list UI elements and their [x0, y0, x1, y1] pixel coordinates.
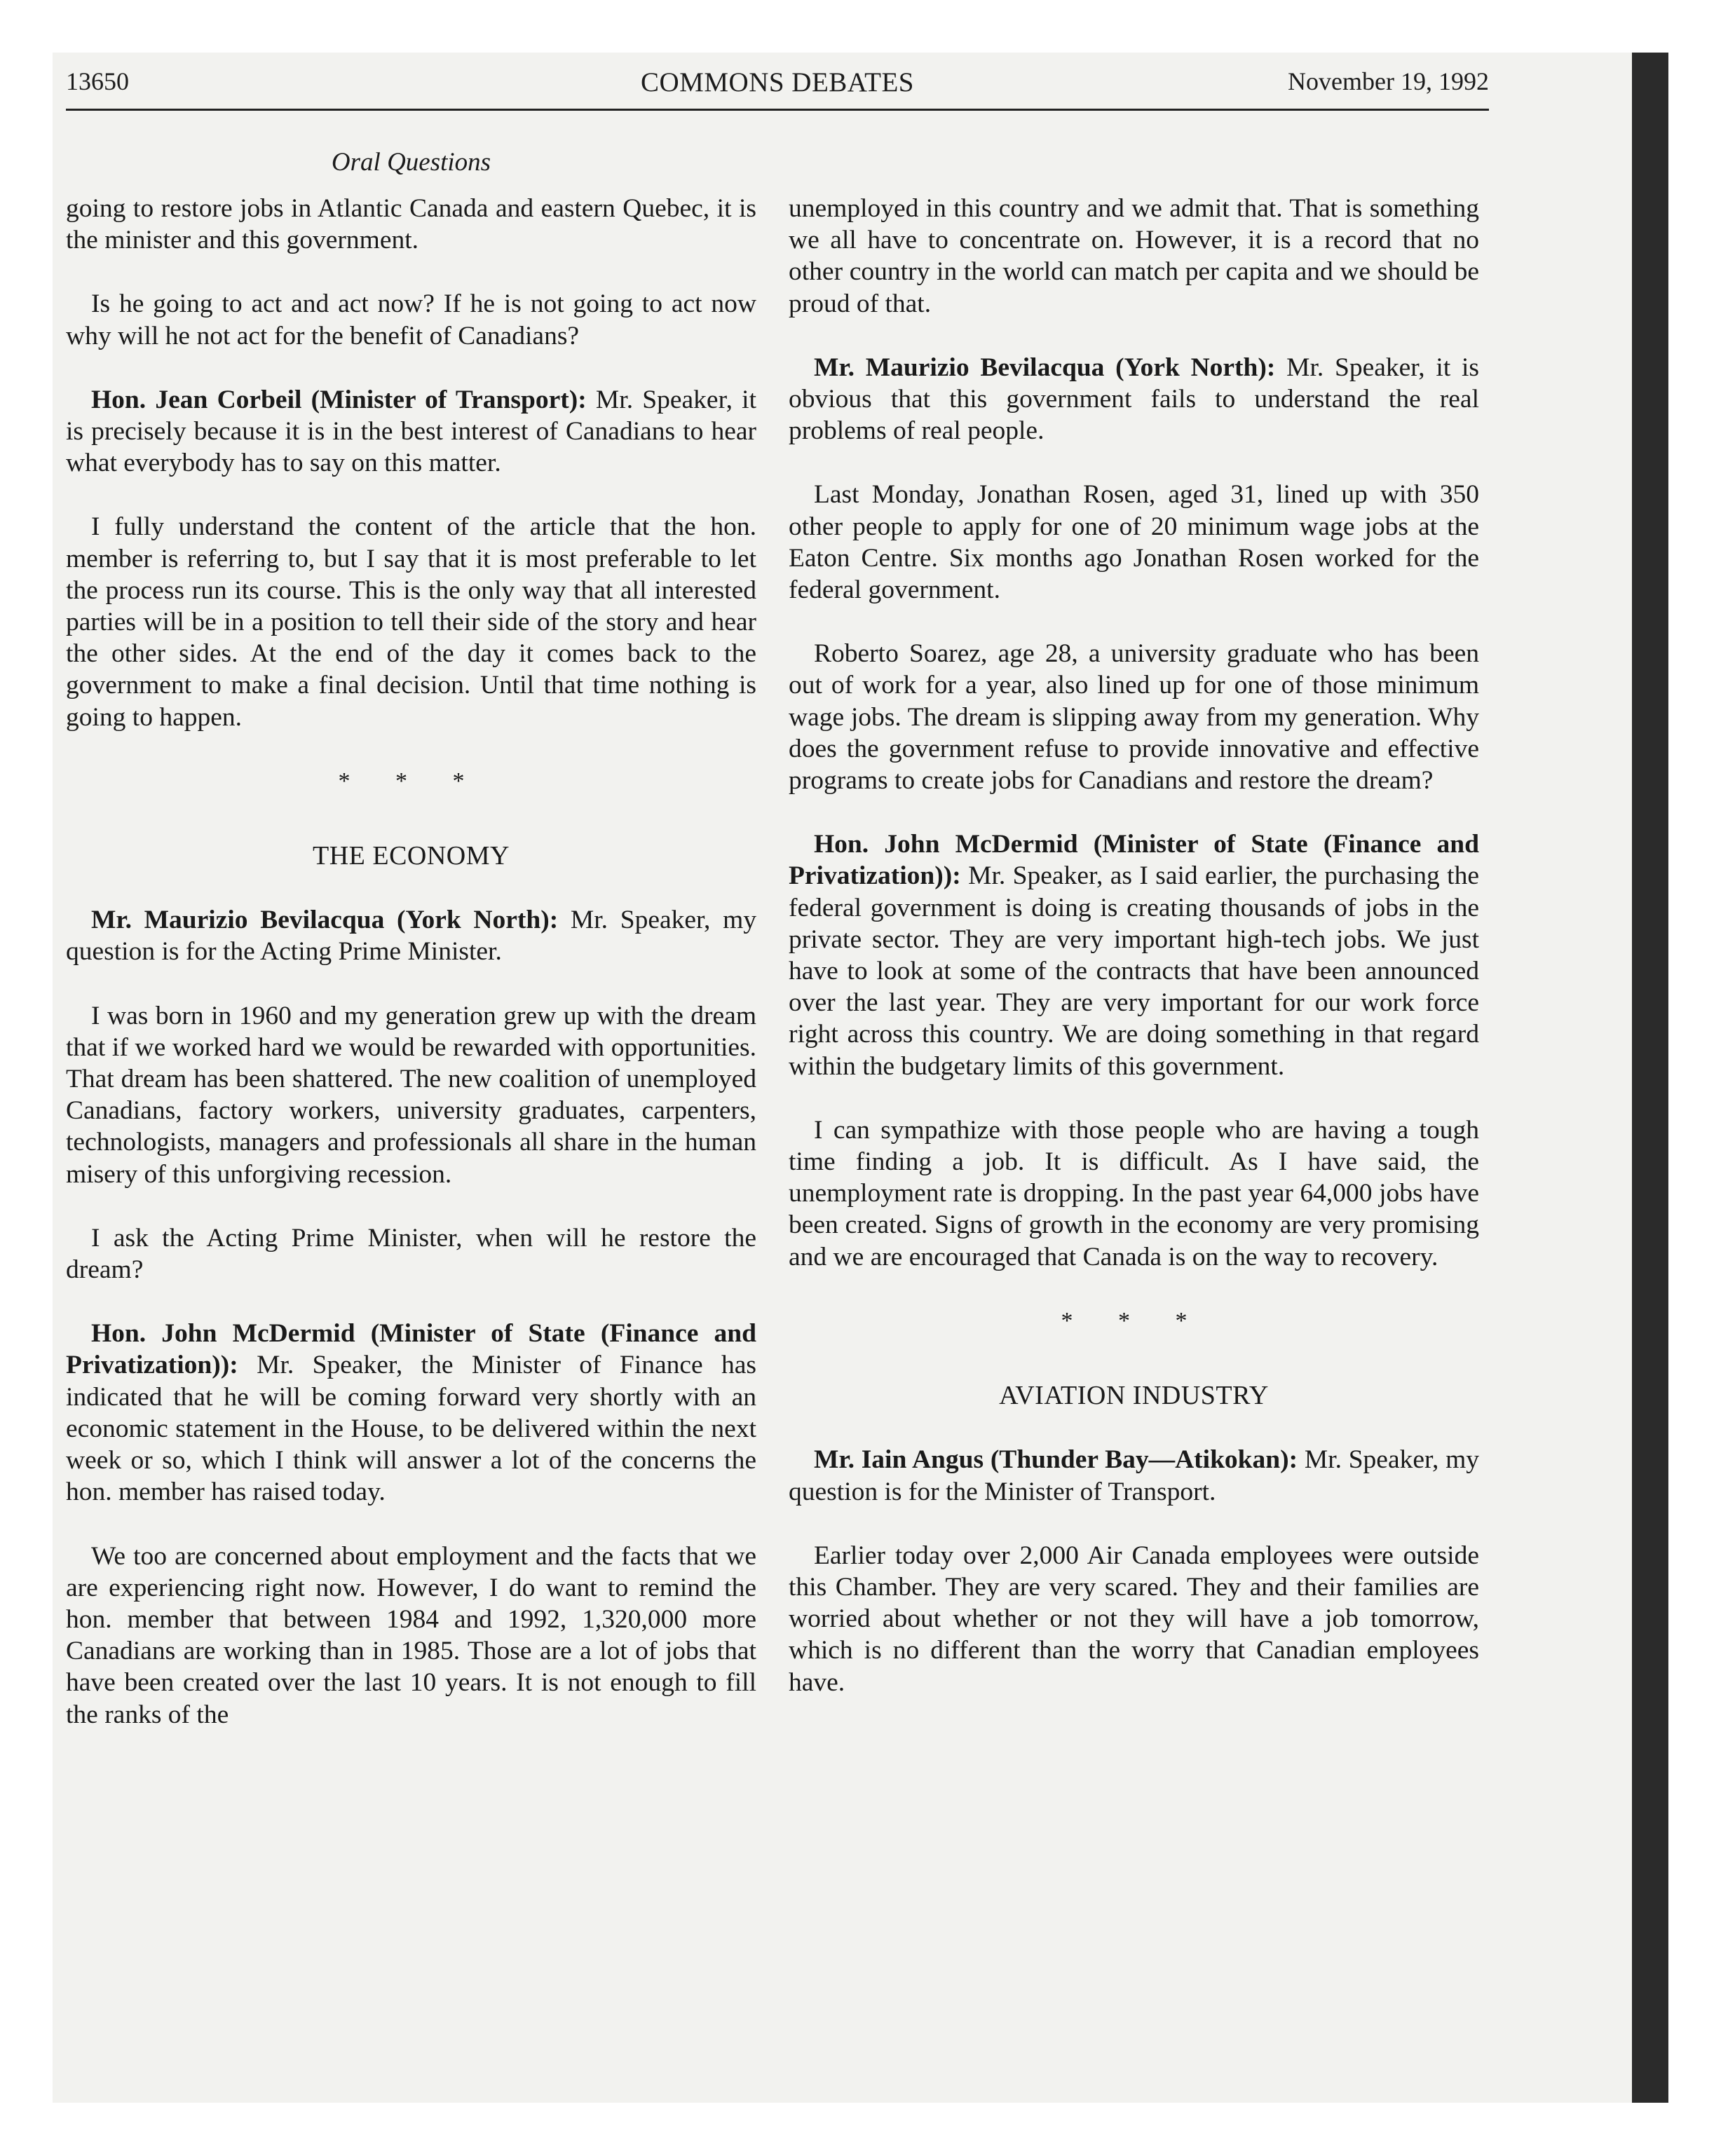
running-head: COMMONS DEBATES — [641, 67, 914, 97]
speaker-paragraph — [66, 904, 756, 967]
header-date: November 19, 1992 — [1288, 67, 1489, 95]
speaker-paragraph — [789, 828, 1479, 1082]
speaker-name: Hon. John McDermid (Minister of State (Finance and Privatization)): — [789, 830, 1479, 891]
section-heading: AVIATION INDUSTRY — [999, 1381, 1269, 1411]
paragraph: unemployed in this country and we admit that. That is something we all have to concentrate on. However, it is a record that no other country in the world can match per capita and we should be proud of that. — [789, 194, 1479, 318]
paragraph: I can sympathize with those people who are having a tough time finding a job. It is difficult. As I have said, the unemployment rate is dropping. In the past year 64,000 jobs have been created. Signs of growth in the economy are very promising and we are encouraged that Canada is on the way to recovery. — [789, 1115, 1479, 1271]
page-header — [66, 67, 1489, 109]
paragraph: Last Monday, Jonathan Rosen, aged 31, lined up with 350 other people to apply for one of 20 minimum wage jobs at the Eaton Centre. Six months ago Jonathan Rosen worked for the federal government. — [789, 480, 1479, 605]
speaker-paragraph — [789, 352, 1479, 447]
paragraph: I ask the Acting Prime Minister, when will he restore the dream? — [66, 1223, 756, 1285]
section-label: Oral Questions — [331, 148, 491, 177]
section-separator: * * * — [338, 767, 484, 794]
paragraph: Earlier today over 2,000 Air Canada employees were outside this Chamber. They are very scared. They and their families are worried about whether or not they will have a job tomorrow, which is no different than the worry that Canadian employees have. — [789, 1541, 1479, 1697]
speech-text: Mr. Speaker, my question is for the Acting Prime Minister. — [66, 906, 756, 967]
section-separator: * * * — [1061, 1307, 1207, 1334]
paragraph: going to restore jobs in Atlantic Canada and eastern Quebec, it is the minister and this government. — [66, 194, 756, 255]
speech-text: Mr. Speaker, as I said earlier, the purchasing the federal government is doing is creating thousands of jobs in the private sector. They are very important high-tech jobs. We just have to look at some of the contracts that have been announced over the last year. They are very important for our work force right across this country. We are doing something in that regard within the budgetary limits of this government. — [789, 861, 1479, 1081]
paragraph: I fully understand the content of the article that the hon. member is referring to, but I say that it is most preferable to let the process run its course. This is the only way that all interested parties will be in a position to tell their side of the story and hear the other sides. At the end of the day it comes back to the government to make a final decision. Until that time nothing is going to happen. — [66, 512, 756, 732]
scan-edge-shadow — [1632, 53, 1668, 2103]
speaker-paragraph — [66, 1318, 756, 1508]
speech-text: Mr. Speaker, it is obvious that this government fails to understand the real problems of real people. — [789, 353, 1480, 446]
header-rule — [66, 109, 1489, 111]
page-number: 13650 — [66, 67, 129, 95]
paragraph: I was born in 1960 and my generation grew up with the dream that if we worked hard we would be rewarded with opportunities. That dream has been shattered. The new coalition of unemployed Canadians, factory workers, university graduates, carpenters, technologists, managers and professionals all share in the human misery of this unforgiving recession. — [66, 1001, 756, 1189]
speaker-paragraph — [66, 384, 756, 479]
right-column — [789, 193, 1479, 1731]
speaker-name: Hon. Jean Corbeil (Minister of Transport): — [91, 385, 587, 414]
speech-text: Mr. Speaker, it is precisely because it is in the best interest of Canadians to hear what everybody has to say on this matter. — [66, 385, 757, 478]
speaker-name: Mr. Maurizio Bevilacqua (York North): — [91, 906, 559, 935]
speech-text: Mr. Speaker, the Minister of Finance has indicated that he will be coming forward very shortly with an economic statement in the House, to be delivered within the next week or so, which I think will answer a lot of the concerns the hon. member has raised today. — [66, 1351, 756, 1507]
speaker-name: Mr. Iain Angus (Thunder Bay—Atikokan): — [814, 1445, 1298, 1475]
paragraph: We too are concerned about employment and the facts that we are experiencing right now. However, I do want to remind the hon. member that between 1984 and 1992, 1,320,000 more Canadians are working than in 1985. Those are a lot of jobs that have been created over the last 10 years. It is not enough to fill the ranks of the — [66, 1541, 756, 1729]
section-heading: THE ECONOMY — [313, 841, 510, 871]
paragraph: Is he going to act and act now? If he is not going to act now why will he not act for the benefit of Canadians? — [66, 289, 756, 350]
paragraph: Roberto Soarez, age 28, a university graduate who has been out of work for a year, also lined up for one of those minimum wage jobs. The dream is slipping away from my generation. Why does the government refuse to provide innovative and effective programs to create jobs for Canadians and restore the dream? — [789, 639, 1479, 796]
speaker-name: Hon. John McDermid (Minister of State (Finance and Privatization)): — [66, 1319, 756, 1380]
speaker-name: Mr. Maurizio Bevilacqua (York North): — [814, 353, 1276, 382]
speaker-paragraph — [789, 1444, 1479, 1507]
speech-text: Mr. Speaker, my question is for the Minister of Transport. — [789, 1445, 1479, 1506]
left-column — [66, 193, 756, 1763]
